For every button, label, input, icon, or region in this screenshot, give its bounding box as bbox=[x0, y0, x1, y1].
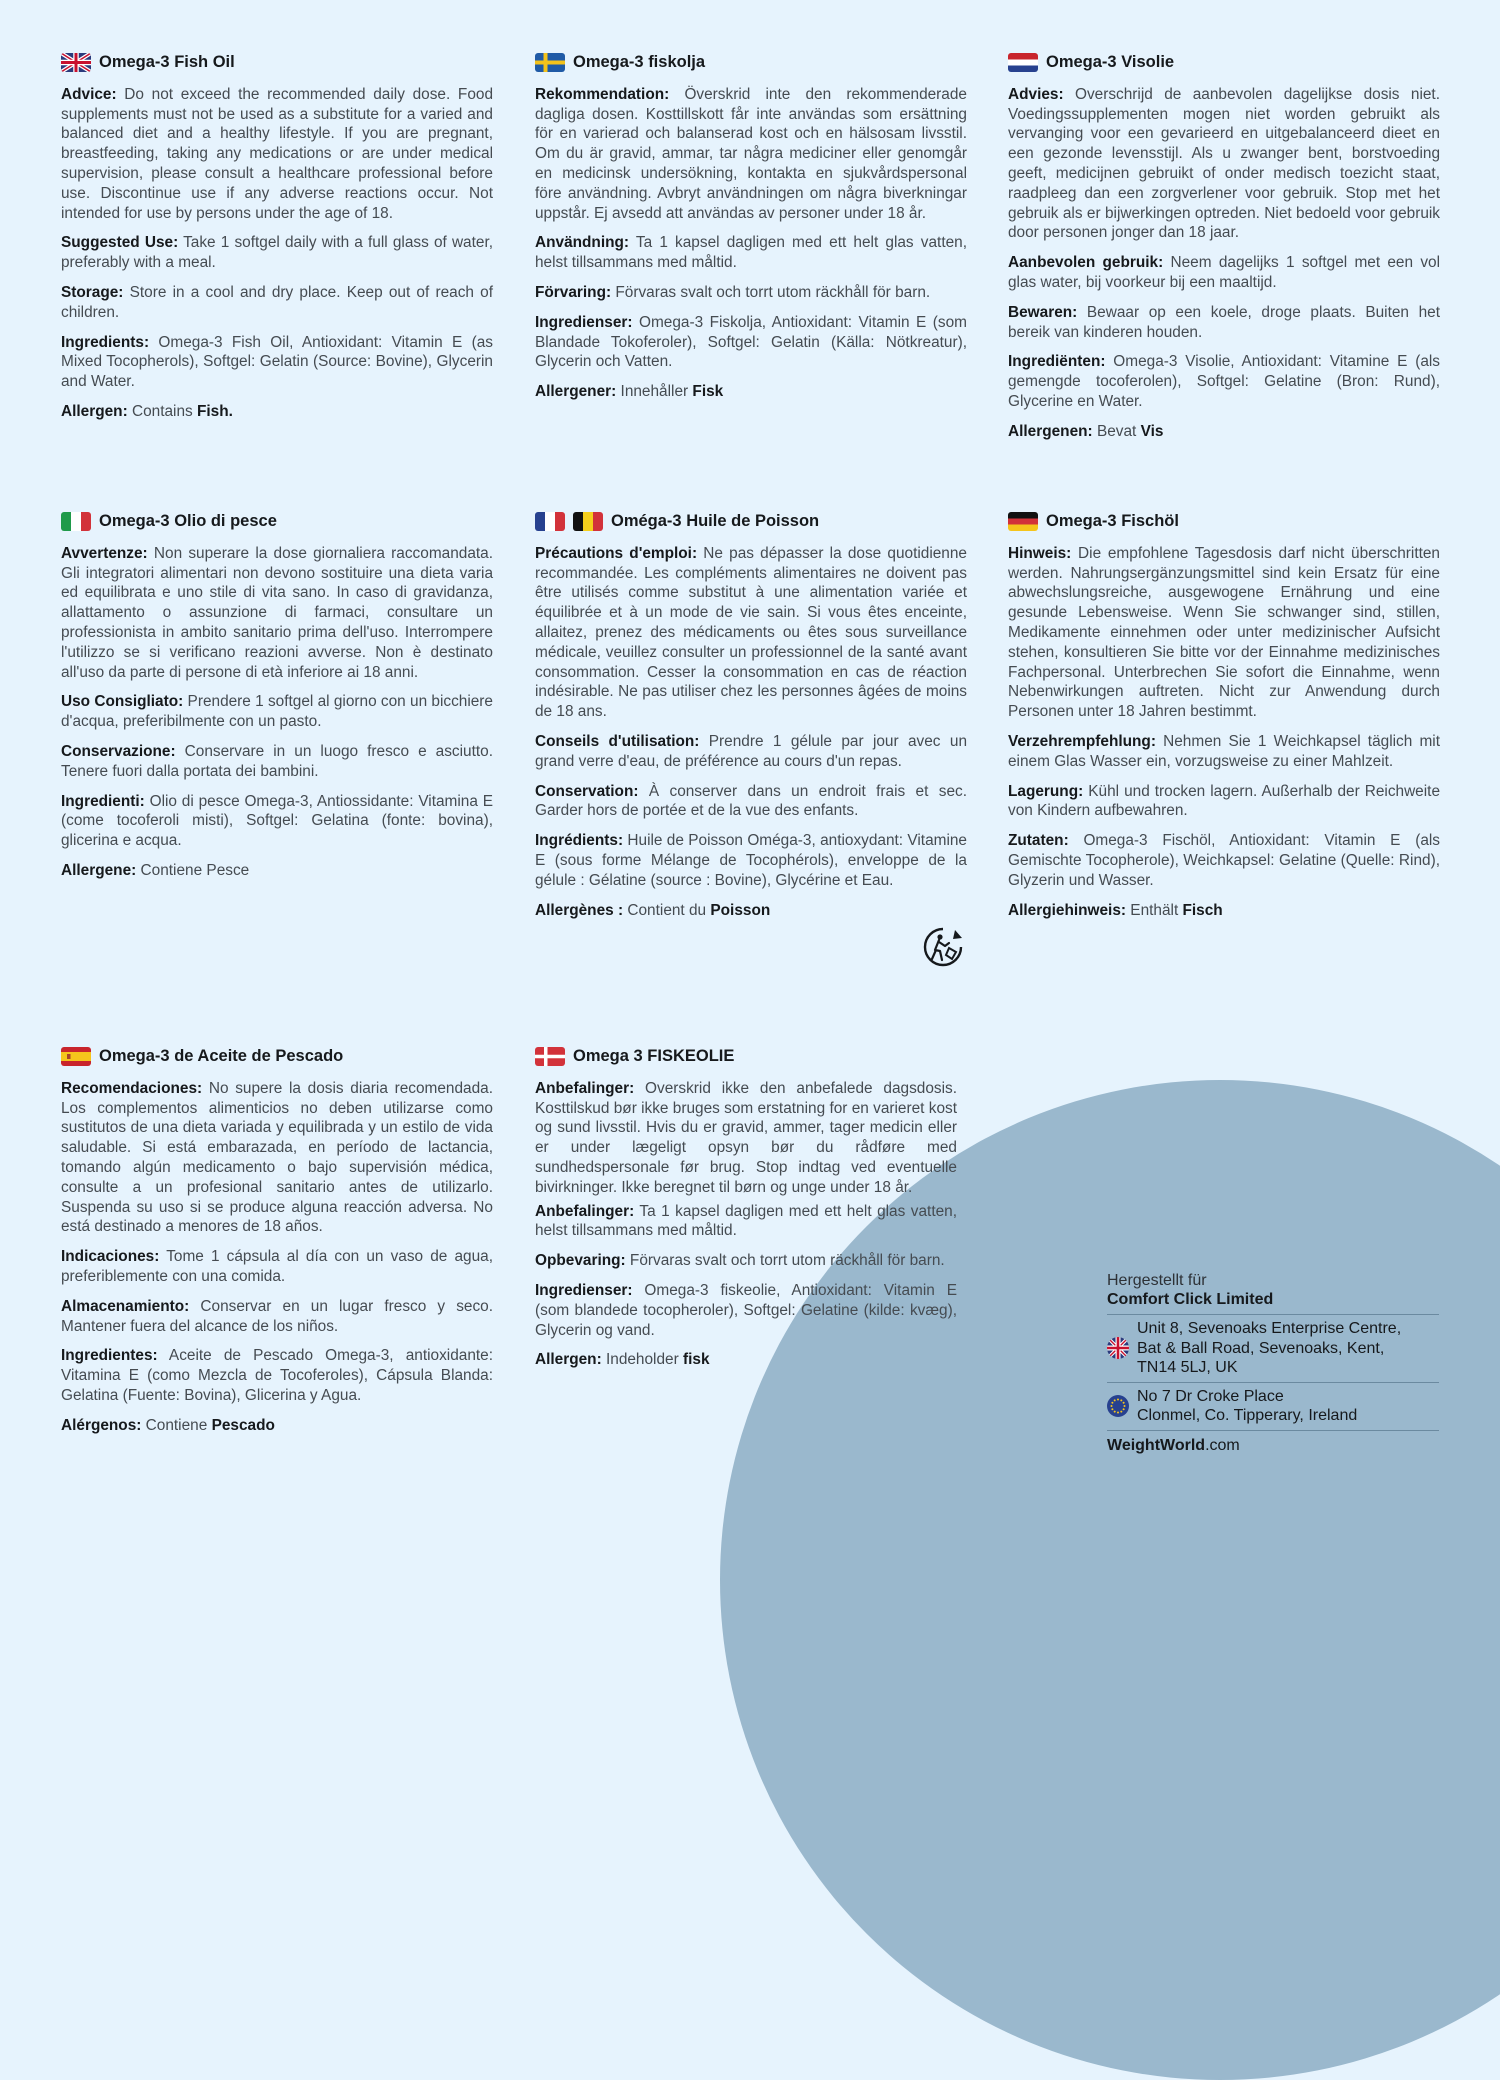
netherlands-flag-icon bbox=[1008, 53, 1038, 72]
ingredients-paragraph: Ingredienser: Omega-3 Fiskolja, Antioxidant: Vitamin E (som Blandade Tokoferoler), Softgel: Gelatin (Källa: Nötkreatur), Glycerin och Vatten. bbox=[535, 313, 967, 371]
section-header bbox=[535, 512, 967, 532]
section-sv bbox=[535, 53, 967, 412]
section-title: Omega 3 FISKEOLIE bbox=[573, 1047, 735, 1065]
allergen-paragraph: Allergenen: Bevat Vis bbox=[1008, 422, 1164, 440]
italy-flag-icon bbox=[61, 512, 91, 531]
uk-address bbox=[1107, 1314, 1439, 1382]
denmark-flag-icon bbox=[535, 1047, 565, 1066]
allergen-paragraph: Allergen: Indeholder fisk bbox=[535, 1351, 710, 1369]
advice-paragraph: Recomendaciones: No supere la dosis diaria recomendada. Los complementos alimenticios no deben utilizarse como sustitutos de una dieta variada y equilibrada y un estilo de vida saludable. Si está embarazada, en período de lactancia, tomando algún medicamento o bajo supervisión médica, consulte a un profesional sanitario antes de utilizarlo. Suspenda su uso si se produce alguna reacción adversa. No está destinado a menores de 18 años. bbox=[61, 1079, 493, 1236]
use-paragraph: Conseils d'utilisation: Prendre 1 gélule par jour avec un grand verre d'eau, de préférence au cours d'un repas. bbox=[535, 732, 968, 770]
allergen-paragraph: Allergener: Innehåller Fisk bbox=[535, 383, 724, 401]
ingredients-paragraph: Ingredients: Omega-3 Fish Oil, Antioxidant: Vitamin E (as Mixed Tocopherols), Softgel: Gelatin (Source: Bovine), Glycerin and Water. bbox=[61, 333, 493, 391]
address-line: Bat & Ball Road, Sevenoaks, Kent, bbox=[1137, 1339, 1385, 1357]
triman-recycling-icon bbox=[922, 926, 964, 968]
advice-paragraph: Advies: Overschrijd de aanbevolen dagelijkse dosis niet. Voedingssupplementen mogen niet worden gebruikt als vervanging voor een gevarieerd en uitgebalanceerd dieet en een gezonde levensstijl. Als u zwanger bent, borstvoeding geeft, medicijnen gebruikt of onder medisch toezicht staat, raadpleeg dan een zorgverlener voor gebruik. Stop met het gebruik als er bijwerkingen optreden. Niet bedoeld voor gebruik door personen jonger dan 18 jaar. bbox=[1008, 85, 1440, 242]
use-paragraph: Verzehrempfehlung: Nehmen Sie 1 Weichkapsel täglich mit einem Glas Wasser ein, vorzugsweise zu einer Mahlzeit. bbox=[1008, 732, 1440, 770]
advice-paragraph: Rekommendation: Överskrid inte den rekommenderade dagliga dosen. Kosttillskott får inte användas som ersättning för en varierad och balanserad kost och en hälsosam livsstil. Om du är gravid, ammar, tar några mediciner eller genomgår en medicinsk undersökning, kontakta en sjukvårdspersonal före användning. Avbryt användningen om några biverkningar uppstår. Ej avsedd att användas av personer under 18 år. bbox=[535, 85, 967, 222]
allergen-paragraph: Alérgenos: Contiene Pescado bbox=[61, 1416, 275, 1434]
address-line: Unit 8, Sevenoaks Enterprise Centre, bbox=[1137, 1320, 1402, 1337]
belgium-flag-icon bbox=[573, 512, 603, 531]
storage-paragraph: Storage: Store in a cool and dry place. Keep out of reach of children. bbox=[61, 283, 493, 321]
section-header bbox=[61, 53, 493, 73]
section-header bbox=[1008, 53, 1440, 73]
storage-paragraph: Almacenamiento: Conservar en un lugar fresco y seco. Mantener fuera del alcance de los niños. bbox=[61, 1297, 493, 1335]
section-title: Omega-3 de Aceite de Pescado bbox=[99, 1047, 344, 1065]
address-line: Clonmel, Co. Tipperary, Ireland bbox=[1137, 1407, 1358, 1424]
section-title: Omega-3 Olio di pesce bbox=[99, 512, 277, 530]
germany-flag-icon bbox=[1008, 512, 1038, 531]
eu-flag-icon bbox=[1107, 1395, 1129, 1417]
section-title: Omega-3 Fischöl bbox=[1046, 512, 1179, 530]
section-de bbox=[1008, 512, 1440, 930]
sweden-flag-icon bbox=[535, 53, 565, 72]
allergen-paragraph: Allergènes : Contient du Poisson bbox=[535, 901, 771, 919]
uk-flag-icon bbox=[61, 53, 91, 72]
ingredients-paragraph: Ingredienti: Olio di pesce Omega-3, Antiossidante: Vitamina E (come tocoferoli misti), Softgel: Gelatina (fonte: bovina), glicerina e acqua. bbox=[61, 792, 493, 850]
website-link[interactable]: WeightWorld.com bbox=[1107, 1430, 1439, 1455]
section-header bbox=[61, 512, 493, 532]
ingredients-paragraph: Ingrédients: Huile de Poisson Oméga-3, antioxydant: Vitamine E (sous forme Mélange de Tocophérols), enveloppe de la gélule : Gélatine (source : Bovine), Glycérine et Eau. bbox=[535, 832, 967, 889]
section-title: Omega-3 Visolie bbox=[1046, 53, 1175, 71]
uk-flag-icon bbox=[1107, 1337, 1129, 1359]
ingredients-paragraph: Ingredienser: Omega-3 fiskeolie, Antioxidant: Vitamin E (som blandede tocopheroler), Softgel: Gelatine (kilde: kvæg), Glycerin og vand. bbox=[535, 1281, 957, 1339]
spain-flag-icon bbox=[61, 1047, 91, 1066]
ingredients-paragraph: Ingredientes: Aceite de Pescado Omega-3, antioxidante: Vitamina E (como Mezcla de Tocoferoles), Cápsula Blanda: Gelatina (Fuente: Bovina), Glicerina y Agua. bbox=[61, 1347, 493, 1404]
eu-address bbox=[1107, 1382, 1439, 1430]
section-nl bbox=[1008, 53, 1440, 452]
use-paragraph: Suggested Use: Take 1 softgel daily with a full glass of water, preferably with a meal. bbox=[61, 234, 494, 272]
use-paragraph: Uso Consigliato: Prendere 1 softgel al giorno con un bicchiere d'acqua, preferibilmente con un pasto. bbox=[61, 693, 493, 731]
storage-paragraph: Conservazione: Conservare in un luogo fresco e asciutto. Tenere fuori dalla portata dei bambini. bbox=[61, 742, 493, 780]
advice-paragraph: Hinweis: Die empfohlene Tagesdosis darf nicht überschritten werden. Nahrungsergänzungsmittel sind kein Ersatz für eine abwechslungsreiche, ausgewogene Ernährung und eine gesunde Lebensweise. Wenn Sie schwanger sind, stillen, Medikamente einnehmen oder unter medizinischer Aufsicht stehen, konsultieren Sie bitte vor der Einnahme medizinisches Fachpersonal. Unterbrechen Sie sofort die Einnahme, wenn Nebenwirkungen auftreten. Nicht zur Anwendung durch Personen unter 18 Jahren bestimmt. bbox=[1008, 544, 1440, 721]
storage-paragraph: Förvaring: Förvaras svalt och torrt utom räckhåll för barn. bbox=[535, 283, 931, 301]
use-paragraph: Aanbevolen gebruik: Neem dagelijks 1 softgel met een vol glas water, bij voorkeur bij een maaltijd. bbox=[1008, 254, 1440, 291]
allergen-paragraph: Allergiehinweis: Enthält Fisch bbox=[1008, 901, 1223, 919]
section-da bbox=[535, 1047, 957, 1380]
section-title: Oméga-3 Huile de Poisson bbox=[611, 512, 820, 530]
france-flag-icon bbox=[535, 512, 565, 531]
manufacturer-block bbox=[1107, 1271, 1439, 1455]
ingredients-paragraph: Zutaten: Omega-3 Fischöl, Antioxidant: Vitamin E (als Gemischte Tocopherole), Weichkapsel: Gelatine (Quelle: Rind), Glyzerin und Wasser. bbox=[1008, 832, 1440, 889]
manufacturer-label: Hergestellt für bbox=[1107, 1272, 1207, 1289]
use-paragraph: Användning: Ta 1 kapsel dagligen med ett helt glas vatten, helst tillsammans med måltid. bbox=[535, 234, 967, 272]
use-paragraph: Anbefalinger: Ta 1 kapsel dagligen med ett helt glas vatten, helst tillsammans med måltid. bbox=[535, 1202, 957, 1240]
section-header bbox=[535, 1047, 957, 1067]
ingredients-paragraph: Ingrediënten: Omega-3 Visolie, Antioxidant: Vitamine E (als gemengde tocoferolen), Softgel: Gelatine (Bron: Rund), Glycerine en Water. bbox=[1008, 353, 1440, 410]
advice-paragraph: Anbefalinger: Overskrid ikke den anbefalede dagsdosis. Kosttilskud bør ikke bruges som erstatning for en varieret kost og sund livsstil. Hvis du er gravid, ammer, tager medicin eller er under lægeligt opsyn bør du rådføre med sundhedspersonale før brug. Stop indtag ved eventuelle bivirkninger. Ikke beregnet til børn og unge under 18 år. bbox=[535, 1079, 957, 1196]
section-fr bbox=[535, 512, 967, 930]
storage-paragraph: Conservation: À conserver dans un endroit frais et sec. Garder hors de portée et de la vue des enfants. bbox=[535, 782, 967, 820]
section-en bbox=[61, 53, 493, 432]
storage-paragraph: Bewaren: Bewaar op een koele, droge plaats. Buiten het bereik van kinderen houden. bbox=[1008, 303, 1440, 341]
company-name: Comfort Click Limited bbox=[1107, 1291, 1274, 1308]
advice-paragraph: Advice: Do not exceed the recommended daily dose. Food supplements must not be used as a substitute for a varied and balanced diet and a healthy lifestyle. If you are pregnant, breastfeeding, taking any medications or are under medical supervision, please consult a healthcare professional before use. Discontinue use if any adverse reactions occur. Not intended for use by persons under the age of 18. bbox=[61, 85, 493, 222]
allergen-paragraph: Allergen: Contains Fish. bbox=[61, 402, 233, 420]
section-header bbox=[1008, 512, 1440, 532]
storage-paragraph: Opbevaring: Förvaras svalt och torrt utom räckhåll för barn. bbox=[535, 1252, 945, 1270]
section-header bbox=[535, 53, 967, 73]
section-it bbox=[61, 512, 493, 891]
advice-paragraph: Avvertenze: Non superare la dose giornaliera raccomandata. Gli integratori alimentari non devono sostituire una dieta varia ed equilibrata e uno stile di vita sano. In caso di gravidanza, allattamento o assunzione di farmaci, consultare un professionista in ambito sanitario prima dell'uso. Interrompere l'utilizzo se si verificano reazioni avverse. Non è destinato all'uso da parte di persone di età inferiore ai 18 anni. bbox=[61, 544, 493, 681]
allergen-paragraph: Allergene: Contiene Pesce bbox=[61, 861, 250, 879]
address-line: TN14 5LJ, UK bbox=[1137, 1359, 1238, 1376]
address-line: No 7 Dr Croke Place bbox=[1137, 1387, 1284, 1405]
section-header bbox=[61, 1047, 493, 1067]
storage-paragraph: Lagerung: Kühl und trocken lagern. Außerhalb der Reichweite von Kindern aufbewahren. bbox=[1008, 782, 1440, 820]
use-paragraph: Indicaciones: Tome 1 cápsula al día con un vaso de agua, preferiblemente con una comida. bbox=[61, 1248, 493, 1285]
section-title: Omega-3 fiskolja bbox=[573, 53, 706, 71]
section-es bbox=[61, 1047, 493, 1446]
section-title: Omega-3 Fish Oil bbox=[99, 53, 235, 71]
advice-paragraph: Précautions d'emploi: Ne pas dépasser la dose quotidienne recommandée. Les compléments alimentaires ne doivent pas être utilisés comme substitut à une alimentation variée et équilibrée et à un mode de vie sain. Si vous êtes enceinte, allaitez, prenez des médicaments ou êtes sous surveillance médicale, veuillez consulter un professionnel de la santé avant consommation. Cesser la consommation en cas de réaction indésirable. Ne pas utiliser chez les personnes âgées de moins de 18 ans. bbox=[535, 544, 967, 721]
